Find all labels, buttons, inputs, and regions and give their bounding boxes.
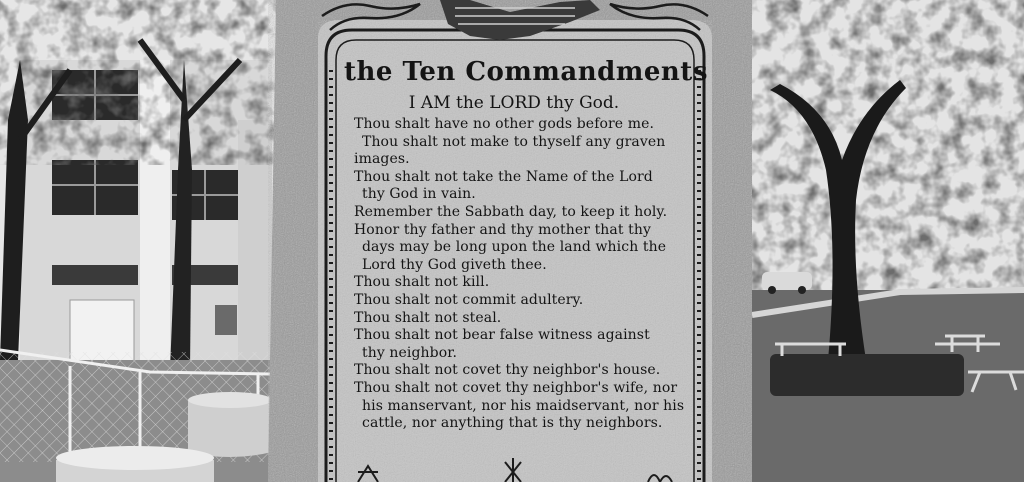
commandment-line: Honor thy father and thy mother that thy — [354, 221, 651, 238]
commandment-line: Lord thy God giveth thee. — [362, 256, 547, 273]
park-background — [752, 0, 1024, 482]
commandment-line: cattle, nor anything that is thy neighbors. — [362, 415, 663, 432]
commandment-line: Thou shalt not covet thy neighbor's house. — [354, 362, 661, 379]
commandment-line: Remember the Sabbath day, to keep it holy. — [354, 203, 668, 220]
monument-subtitle: I AM the LORD thy God. — [408, 93, 620, 113]
inscription — [344, 52, 708, 482]
commandment-line: Thou shalt not take the Name of the Lord — [354, 168, 653, 185]
commandment-line: Thou shalt not covet thy neighbor's wife, nor — [354, 379, 678, 396]
commandment-line: Thou shalt not bear false witness against — [354, 327, 650, 344]
commandment-line: his manservant, nor his maidservant, nor his — [362, 397, 685, 414]
commandment-line: Thou shalt not steal. — [354, 309, 502, 326]
commandment-line: thy neighbor. — [362, 344, 458, 361]
commandment-line: days may be long upon the land which the — [362, 239, 667, 256]
commandment-lines — [344, 116, 684, 433]
hedge — [770, 354, 964, 396]
commandment-line: thy God in vain. — [362, 186, 476, 203]
commandment-line: images. — [354, 151, 410, 168]
commandment-line: Thou shalt not make to thyself any graven — [362, 133, 666, 150]
commandment-line: Thou shalt not kill. — [354, 274, 490, 291]
commandment-line: Thou shalt not commit adultery. — [354, 291, 584, 308]
monument-title: the Ten Commandments — [344, 57, 708, 87]
commandment-line: Thou shalt have no other gods before me. — [354, 116, 655, 132]
